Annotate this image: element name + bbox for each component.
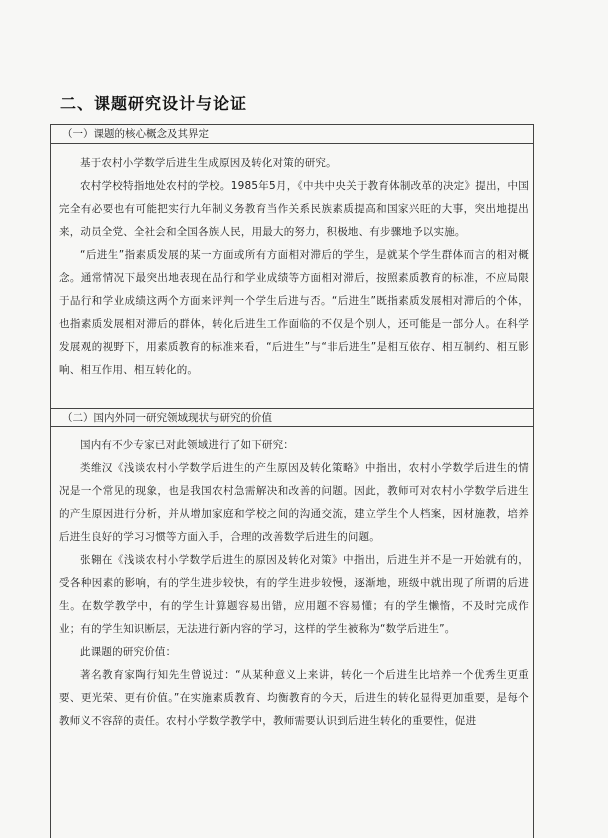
paragraph: 类维汉《浅谈农村小学数学后进生的产生原因及转化策略》中指出，农村小学数学后进生的情况是一个常见的现象，也是我国农村急需解决和改善的问题。因此，教师可对农村小学数学后进生的产生原因进行分析，并从增加家庭和学校之间的沟通交流，建立学生个人档案，因材施教，培养后进生良好的学习习惯等方面入手，合理的改善数学后进生的问题。 [59,462,529,543]
form-table [50,124,534,838]
page-title: 二、课题研究设计与论证 [60,94,248,113]
paragraph: 基于农村小学数学后进生生成原因及转化对策的研究。 [80,157,337,169]
paragraph: 此课题的研究价值： [80,646,177,658]
paragraph: 国内有不少专家已对此领域进行了如下研究： [80,439,294,451]
section-body-concepts [59,152,529,382]
section-heading-concepts: （一）课题的核心概念及其界定 [51,125,533,144]
paragraph: “后进生”指素质发展的某一方面或所有方面相对滞后的学生，是就某个学生群体而言的相对概念。通常情况下最突出地表现在品行和学业成绩等方面相对滞后，按照素质教育的标准，不应局限于品行和学业成绩这两个方面来评判一个学生后进与否。“后进生”既指素质发展相对滞后的个体，也指素质发展相对滞后的群体，转化后进生工作面临的不仅是个别人，还可能是一部分人。在科学发展观的视野下，用素质教育的标准来看，“后进生”与“非后进生”是相互依存、相互制约、相互影响、相互作用、相互转化的。 [59,249,529,376]
paragraph: 农村学校特指地处农村的学校。1985年5月，《中共中央关于教育体制改革的决定》提出，中国完全有必要也有可能把实行九年制义务教育当作关系民族素质提高和国家兴旺的大事，突出地提出来，动员全党、全社会和全国各族人民，用最大的努力，积极地、有步骤地予以实施。 [59,180,529,238]
section-heading-research-status: （二）国内外同一研究领域现状与研究的价值 [51,408,533,427]
paragraph: 张翱在《浅谈农村小学数学后进生的原因及转化对策》中指出，后进生并不是一开始就有的，受各种因素的影响，有的学生进步较快，有的学生进步较慢，逐渐地，班级中就出现了所谓的后进生。在数学教学中，有的学生计算题容易出错，应用题不容易懂；有的学生懒惰，不及时完成作业；有的学生知识断层，无法进行新内容的学习，这样的学生被称为“数学后进生”。 [59,554,529,635]
paragraph: 著名教育家陶行知先生曾说过：“从某种意义上来讲，转化一个后进生比培养一个优秀生更重要、更光荣、更有价值。”在实施素质教育、均衡教育的今天，后进生的转化显得更加重要，是每个教师义不容辞的责任。农村小学数学教学中，教师需要认识到后进生转化的重要性，促进 [59,669,529,727]
section-body-research-status [59,434,529,733]
